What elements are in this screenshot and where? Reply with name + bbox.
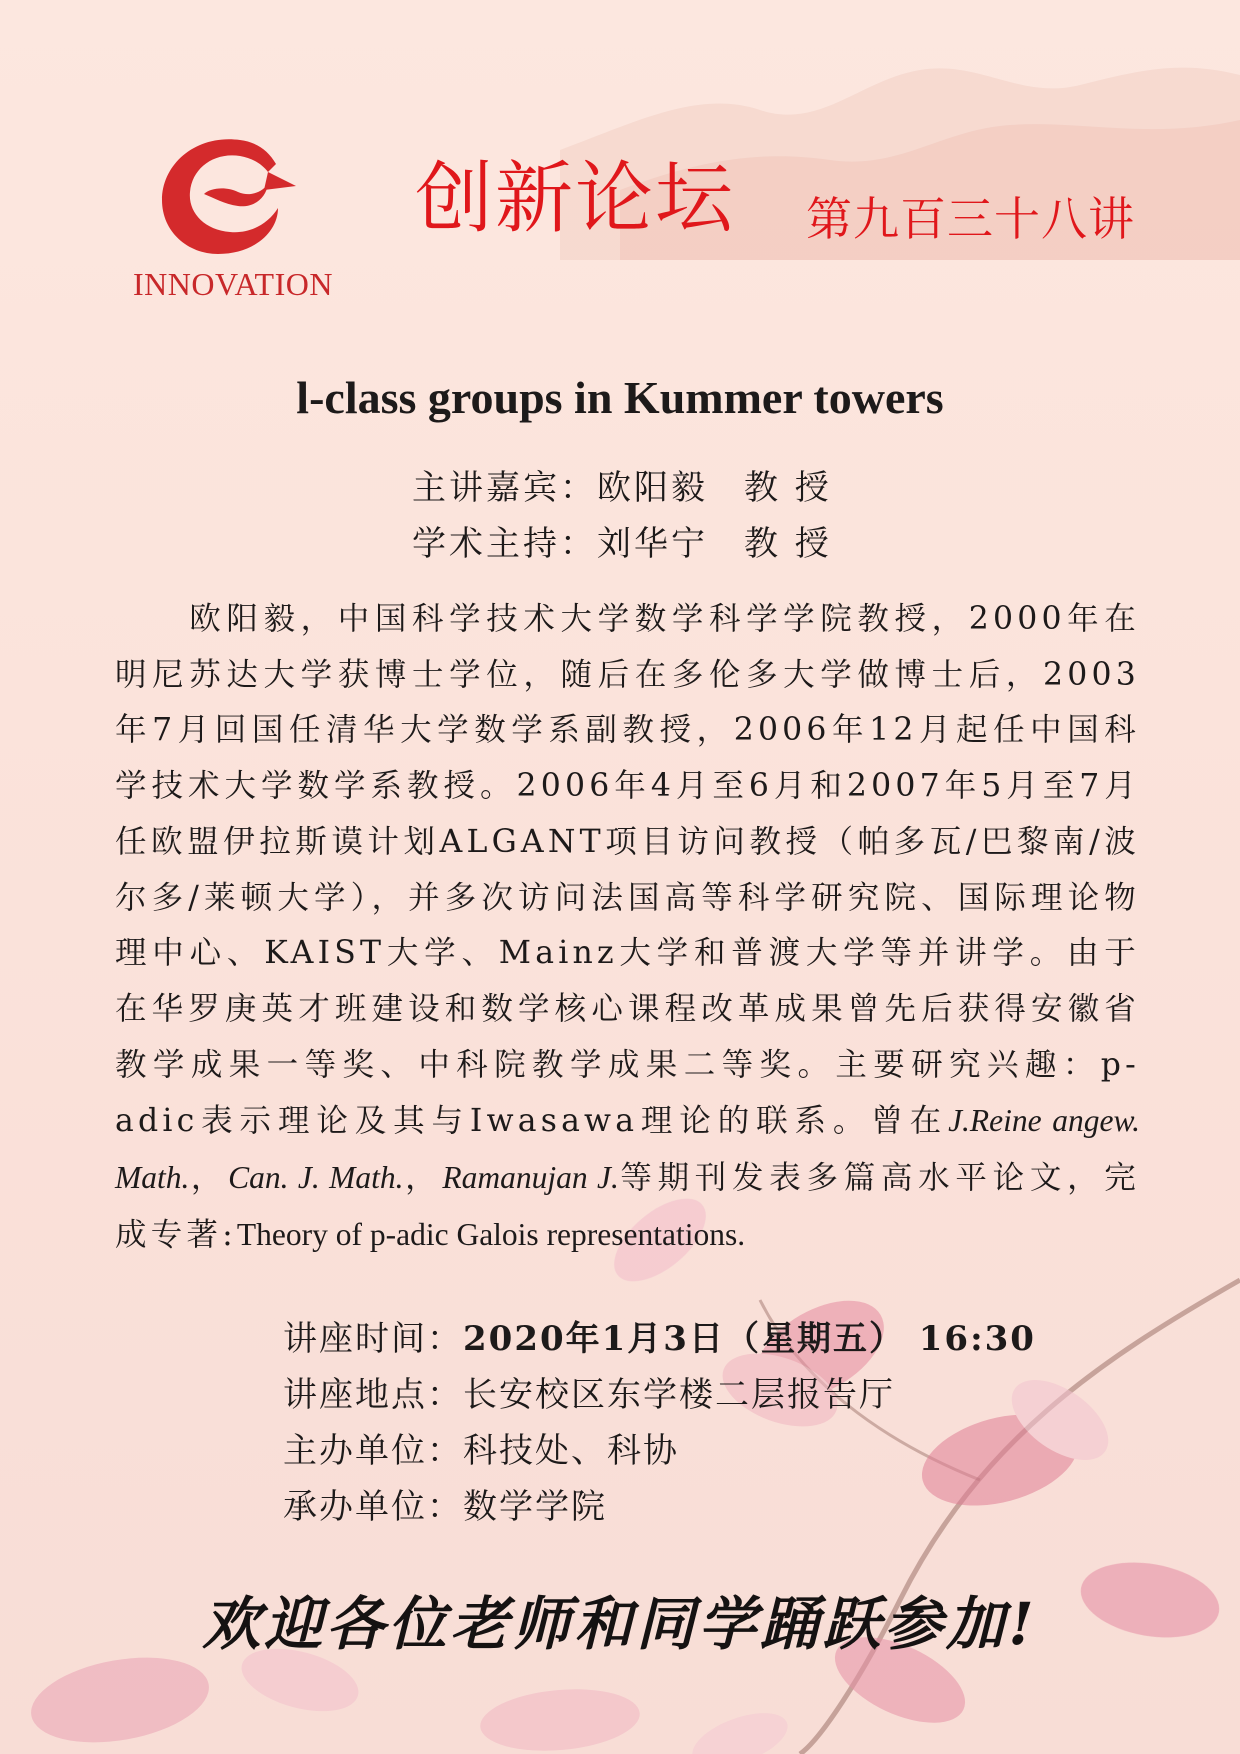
speakers-block [412, 460, 832, 572]
place-value: 长安校区东学楼二层报告厅 [463, 1375, 895, 1415]
separator-1: ， [189, 1160, 229, 1197]
innovation-logo-icon [118, 128, 348, 268]
lecture-number: 第九百三十八讲 [806, 192, 1135, 246]
journal-1: J.Reine angew. Math. [115, 1103, 1148, 1196]
bio-text-tail: 等期刊发表多篇高水平论文，完成专著: [115, 1160, 1141, 1253]
welcome-message: 欢迎各位老师和同学踊跃参加! [202, 1590, 1038, 1658]
host-title: 教 授 [744, 524, 832, 564]
innovation-logo [118, 128, 348, 308]
organizer-value: 科技处、科协 [463, 1431, 679, 1471]
separator-2: ， [403, 1160, 443, 1197]
logo-text: INNOVATION [133, 266, 333, 302]
bio-paragraph [115, 592, 1148, 1263]
undertaker-label: 承办单位： [283, 1487, 463, 1527]
undertaker-value: 数学学院 [463, 1487, 607, 1527]
book-title: Theory of p-adic Galois representations. [236, 1216, 746, 1252]
undertaker-row [283, 1479, 1036, 1535]
bio-text-main: 欧阳毅，中国科学技术大学数学科学学院教授，2000年在明尼苏达大学获博士学位，随后在多伦多大学做博士后，2003年7月回国任清华大学数学系副教授，2006年12月起任中国科学技术大学数学系教授。2006年4月至6月和2007年5月至7月任欧盟伊拉斯谟计划ALGANT项目访问教授（帕多瓦/巴黎南/波尔多/莱顿大学），并多次访问法国高等科学研究院、国际理论物理中心、KAIST大学、Mainz大学和普渡大学等并讲学。由于在华罗庚英才班建设和数学核心课程改革成果曾先后获得安徽省教学成果一等奖、中科院教学成果二等奖。主要研究兴趣：p-adic表示理论及其与Iwasawa理论的联系。曾在 [115, 601, 1140, 1140]
organizer-label: 主办单位： [283, 1431, 463, 1471]
lecture-info [283, 1311, 1036, 1535]
speaker-title: 教 授 [744, 468, 832, 508]
time-value: 2020年1月3日（星期五） 16:30 [463, 1319, 1036, 1359]
host-row [412, 516, 832, 572]
place-label: 讲座地点： [283, 1375, 463, 1415]
time-label: 讲座时间： [283, 1319, 463, 1359]
speaker-label: 主讲嘉宾： [412, 468, 597, 508]
speaker-name: 欧阳毅 [597, 468, 708, 508]
place-row [283, 1367, 1036, 1423]
journal-3: Ramanujan J. [442, 1160, 619, 1196]
forum-name: 创新论坛 [415, 154, 736, 244]
time-row [283, 1311, 1036, 1367]
organizer-row [283, 1423, 1036, 1479]
host-name: 刘华宁 [597, 524, 708, 564]
talk-title: l-class groups in Kummer towers [296, 372, 944, 423]
speaker-biography [115, 592, 1148, 1263]
speaker-row [412, 460, 832, 516]
journal-2: Can. J. Math. [228, 1160, 404, 1196]
host-label: 学术主持： [412, 524, 597, 564]
